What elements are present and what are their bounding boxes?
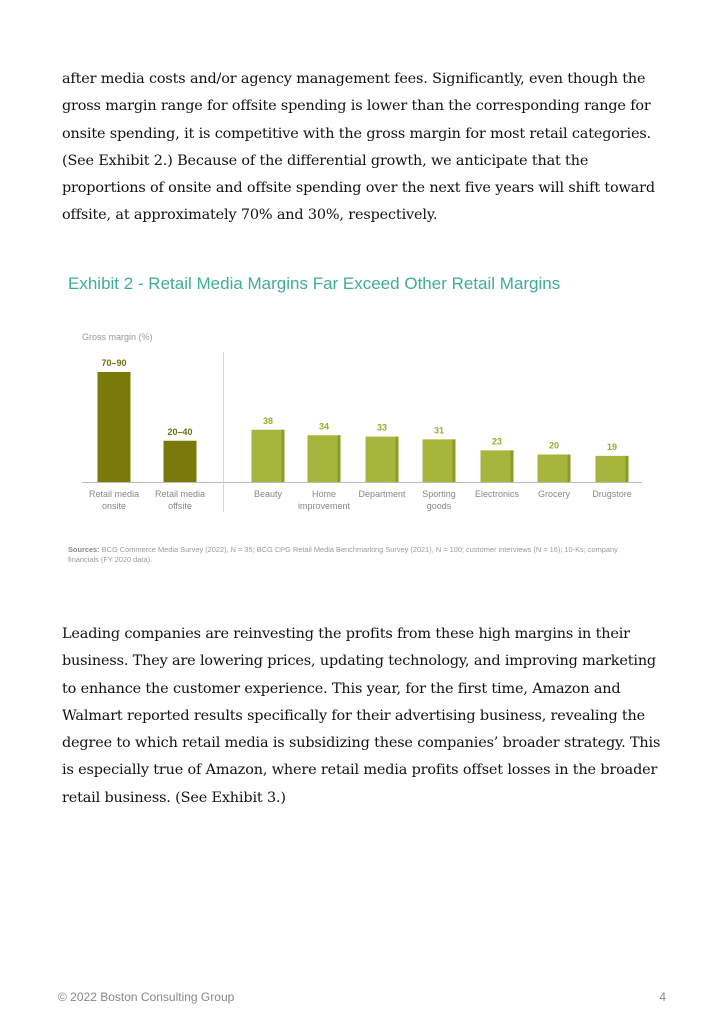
category-label-2-0: Beauty	[253, 489, 283, 499]
exhibit-bar-chart	[62, 322, 662, 522]
bar-value-label-6: 23	[491, 436, 503, 447]
y-axis-label: Gross margin (%)	[82, 332, 153, 342]
bar-value-label-5: 31	[433, 425, 445, 436]
bar-edge-6	[511, 450, 514, 482]
bar-value-label-4: 33	[376, 422, 388, 433]
bar-value-label-8: 19	[606, 441, 618, 452]
bar-6	[481, 450, 514, 482]
bar-value-label-3: 34	[318, 421, 330, 432]
bar-5	[423, 439, 456, 482]
exhibit-title: Exhibit 2 - Retail Media Margins Far Exceed Other Retail Margins	[68, 274, 561, 293]
bar-4	[366, 437, 399, 482]
category-label-3-0: Home	[311, 489, 337, 499]
footer-copyright: © 2022 Boston Consulting Group	[58, 990, 235, 1004]
body-paragraph-2: Leading companies are reinvesting the profits from these high margins in their business. They are lowering prices, updating technology, and improving marketing to enhance the customer experience. This year, for the first time, Amazon and Walmart reported results specifically for their advertising business, revealing the degree to which retail media is subsidizing these companies’ broader strategy. This is especially true of Amazon, where retail media profits offset losses in the broader retail business. (See Exhibit 3.)	[62, 626, 661, 806]
bar-value-label-2: 38	[262, 415, 274, 426]
bar-edge-2	[282, 430, 285, 482]
category-label-6-0: Electronics	[474, 489, 520, 499]
category-label-0-1: onsite	[101, 501, 127, 511]
bar-1	[164, 441, 197, 482]
category-label-0-0: Retail media	[88, 489, 140, 499]
bar-7	[538, 455, 571, 483]
bar-edge-7	[568, 455, 571, 483]
bar-edge-3	[338, 435, 341, 482]
bar-edge-8	[626, 456, 629, 482]
bar-edge-4	[396, 437, 399, 482]
bar-8	[596, 456, 629, 482]
exhibit-sources	[68, 545, 628, 565]
bar-value-label-0: 70–90	[101, 358, 127, 368]
bar-0	[98, 372, 131, 482]
category-label-1-1: offsite	[168, 501, 192, 511]
footer-page-number: 4	[659, 990, 666, 1004]
sources-text: BCG Commerce Media Survey (2022), N = 35; BCG CPG Retail Media Benchmarking Survey (2021), N = 100; customer interviews (N = 16); 10-Ks; company financials (FY 2020 data).	[68, 545, 618, 564]
category-label-3-1: improvement	[297, 501, 351, 511]
body-paragraph-1: after media costs and/or agency management fees. Significantly, even though the gross margin range for offsite spending is lower than the corresponding range for onsite spending, it is competitive with the gross margin for most retail categories. (See Exhibit 2.) Because of the differential growth, we anticipate that the proportions of onsite and offsite spending over the next five years will shift toward offsite, at approximately 70% and 30%, respectively.	[62, 71, 655, 224]
bar-2	[252, 430, 285, 482]
sources-label: Sources:	[68, 545, 100, 554]
category-label-8-0: Drugstore	[592, 489, 632, 499]
category-label-5-1: goods	[426, 501, 452, 511]
bar-edge-5	[453, 439, 456, 482]
category-label-7-0: Grocery	[537, 489, 571, 499]
bar-3	[308, 435, 341, 482]
category-label-1-0: Retail media	[154, 489, 206, 499]
bar-value-label-7: 20	[548, 440, 560, 451]
category-label-5-0: Sporting	[422, 489, 456, 499]
category-label-4-0: Department	[358, 489, 406, 499]
bar-value-label-1: 20–40	[167, 426, 193, 437]
